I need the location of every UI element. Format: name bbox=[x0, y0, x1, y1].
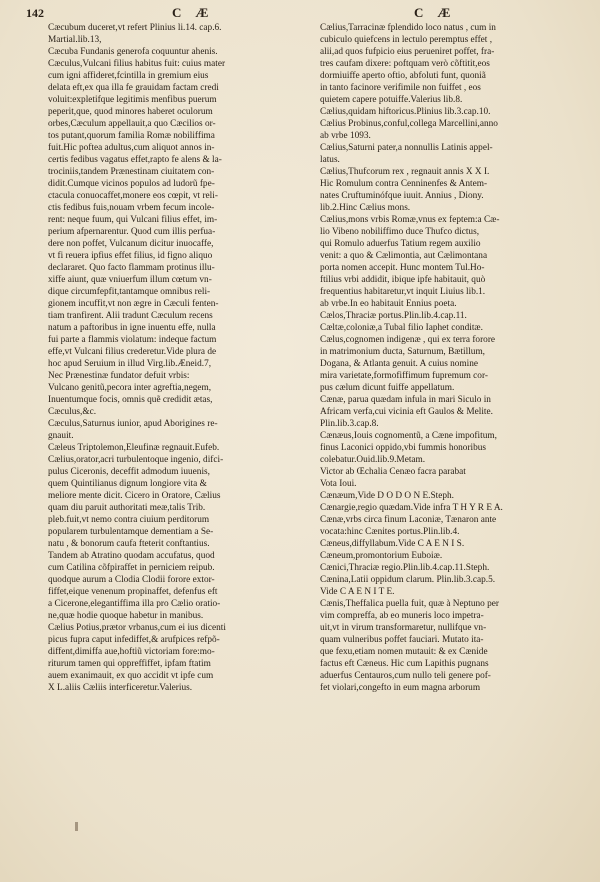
entry: Cælius,Thufcorum rex , regnauit annis X X I. Hic Romulum contra Cenninenfes & Antem- nates Cruftuminófque iuuit. Annius , Diony. lib.2.Hinc Cælius mons. bbox=[320, 167, 490, 213]
entry: Cælius,orator,acri turbulentoque ingenio, difci- pulus Ciceronis, deceffit admodum iuuenis, quem Quintilianus dignum longiore vita & meliore mente dicit. Cicero in Oratore, Cælius quam diu paruit authoritati meæ,talis Trib. pleb.fuit,vt nemo contra ciuium perditorum popularem turbulentamque dementiam a Se- natu , & bonorum caufa fteterit conftantius. Tandem ab Atratino quodam accufatus, quod cum Catilina cõfpiraffet in perniciem reipub. quodque aurum a Clodia Clodii forore extor- fiffet,eique venenum propinaffet, defenfus eft a Cicerone,elegantiffima illa pro Cælio oratio- ne,quæ hodie quoque habetur in manibus. bbox=[48, 455, 224, 621]
entry: Cænina,Latii oppidum clarum. Plin.lib.3.cap.5. Vide C A E N I T E. bbox=[320, 575, 496, 597]
entry: Cælius,quidam hiftoricus.Plinius lib.3.cap.10. bbox=[320, 107, 491, 117]
entry: Cæculus,Vulcani filius habitus fuit: cuius mater cum igni affideret,fcintilla in gremium eius delata eft,ex qua illa fe grauidam factam credi voluit:expletifque legitimis menfibus puerum peperit,que, quod minores haberet oculorum orbes,Cæculum appellauit,a quo Cæcilios or- tos putant,quorum familia Romæ nobiliffima fuit.Hic poftea adultus,cum aliquot annos in- certis fedibus vagatus effet,rapto fe alens & la- trociniis,tandem Prænestinam ciuitatem con- didit.Cumque vicinos populos ad ludorũ fpe- ctacula conuocaffet,monere eos cœpit, vt reli- ctis fedibus fuis,nouam vrbem fecum incole- rent: neque fuum, qui Vulcani filius effet, im- perium afpernarentur. Quod cum illis perfua- dere non poffet, Vulcanum dicitur inuocaffe, vt fi reuera ipfius effet filius, id figno aliquo declararet. Quo facto flammam protinus illu- xiffe aiunt, quæ vniuerfum illum cœtum vn- dique circumfepfit,tantamque omnibus reli- gionem incuffit,vt non ægre in Cæculi fenten- tiam tranfirent. Alii tradunt Cæculum recens natum a paftoribus in igne inuentu effe, nulla fui parte a flammis violatum: indeque factum effe,vt Vulcani filius crederetur.Vide plura de hoc apud Seruium in illud Virg.lib.Æneid.7, Nec Prænestinæ fundator defuit vrbis: Vulcano genitũ,pecora inter agreftia,negem, Inuentumque focis, omnis quẽ credidit ætas, Cæculus,&c. bbox=[48, 59, 226, 417]
entry: Cælius,Tarracinæ fplendido loco natus , cum in cubiculo quiefcens in lectulo peremptus effet , alii,ad quos fufpicio eius perueniret poffet, fra- tres caufam dixere: poftquam verò cõftitit,eos dormiuiffe aperto oftio, abfoluti funt, quoniã in tanto facinore verifimile non fuiffet , eos quietem capere potuiffe.Valerius lib.8. bbox=[320, 23, 496, 105]
entry: Cænæ, parua quædam infula in mari Siculo in Africam verfa,cui vicinia eft Gaulos & Melite. Plin.lib.3.cap.8. bbox=[320, 395, 493, 429]
entry: Cælius Probinus,conful,collega Marcellini,anno ab vrbe 1093. bbox=[320, 119, 498, 141]
entry: Cæneus,diffyllabum.Vide C A E N I S. bbox=[320, 539, 465, 549]
entry: Cælius,Saturni pater,a nonnullis Latinis appel- latus. bbox=[320, 143, 493, 165]
header-letters-left: CÆ bbox=[172, 5, 223, 20]
entry: Cænici,Thraciæ regio.Plin.lib.4.cap.11.Steph. bbox=[320, 563, 490, 573]
entry: Cænæum,Vide D O D O N E.Steph. bbox=[320, 491, 454, 501]
entry: Cæneum,promontorium Euboiæ. bbox=[320, 551, 443, 561]
page-number: 142 bbox=[26, 6, 44, 20]
entry: Cænargie,regio quædam.Vide infra T H Y R E A. bbox=[320, 503, 503, 513]
entry: Cænis,Theffalica puella fuit, quæ à Neptuno per vim compreffa, ab eo muneris loco impetra- uit,vt in virum transformaretur, nullifque vn- quam vulneribus poffet fauciari. Mutato ita- que fexu,etiam nomen mutauit: & ex Cænide factus eft Cæneus. Hic cum Lapithis pugnans aduerfus Centauros,cum nullo teli genere pof- fet violari,congefto in eum magna arborum bbox=[320, 599, 500, 693]
entry: Cælos,Thraciæ portus.Plin.lib.4.cap.11. bbox=[320, 311, 467, 321]
entry: Cælius,mons vrbis Romæ,vnus ex feptem:a Cæ- lio Vibeno nobiliffimo duce Thufco dictus, qui Romulo aduerfus Tatium regem auxilio venit: a quo & Cælimontia, aut Cælimontana porta nomen accepit. Hunc montem Tul.Ho- ftilius vrbi addidit, ibique ipfe habitauit, quò frequentius habitaretur,vt inquit Liuius lib.1. ab vrbe.In eo habitauit Ennius poeta. bbox=[320, 215, 500, 309]
ink-mark bbox=[75, 822, 78, 831]
entry: Cæculus,Saturnus iunior, apud Aborigines re- gnauit. bbox=[48, 419, 218, 441]
entry: Victor ab Œchalia Cenæo facra parabat Vota Ioui. bbox=[320, 467, 466, 489]
right-column bbox=[320, 22, 582, 694]
entry: Cælus,cognomen indigenæ , qui ex terra forore in matrimonium ducta, Saturnum, Bætillum, Dogana, & Atlanta genuit. A cuius nomine mira varietate,formofiffimum fupremum cor- pus cælum dicunt fuiffe appellatum. bbox=[320, 335, 496, 393]
entry: Cæleus Triptolemon,Eleufinæ regnauit.Eufeb. bbox=[48, 443, 220, 453]
entry: Cæcuba Fundanis generofa coquuntur ahenis. bbox=[48, 47, 218, 57]
entry: Cælius Potius,prætor vrbanus,cum ei ius dicenti picus fupra caput infediffet,& arufpices refpõ- diffent,dimiffa aue,hoftiũ victoriam fore:mo- riturum tamen qui oppreffiffet, ipfam ftatim auem exanimauit, ex quo accidit vt ipfe cum X L.aliis Cæliis interficeretur.Valerius. bbox=[48, 623, 226, 693]
header-letters-right: CÆ bbox=[414, 5, 465, 20]
entry: Cæcubum duceret,vt refert Plinius li.14. cap.6. Martial.lib.13, bbox=[48, 23, 222, 45]
entry: Cænæus,Iouis cognomentũ, a Cæne impofitum, finus Laconici oppido,vbi fummis honoribus colebatur.Ouid.lib.9.Metam. bbox=[320, 431, 497, 465]
entry: Cænæ,vrbs circa finum Laconiæ, Tænaron ante vocata:hinc Cænites portus.Plin.lib.4. bbox=[320, 515, 497, 537]
entry: Cæltæ,coloniæ,a Tubal filio Iaphet conditæ. bbox=[320, 323, 483, 333]
left-column bbox=[48, 22, 310, 694]
running-header bbox=[0, 4, 600, 24]
